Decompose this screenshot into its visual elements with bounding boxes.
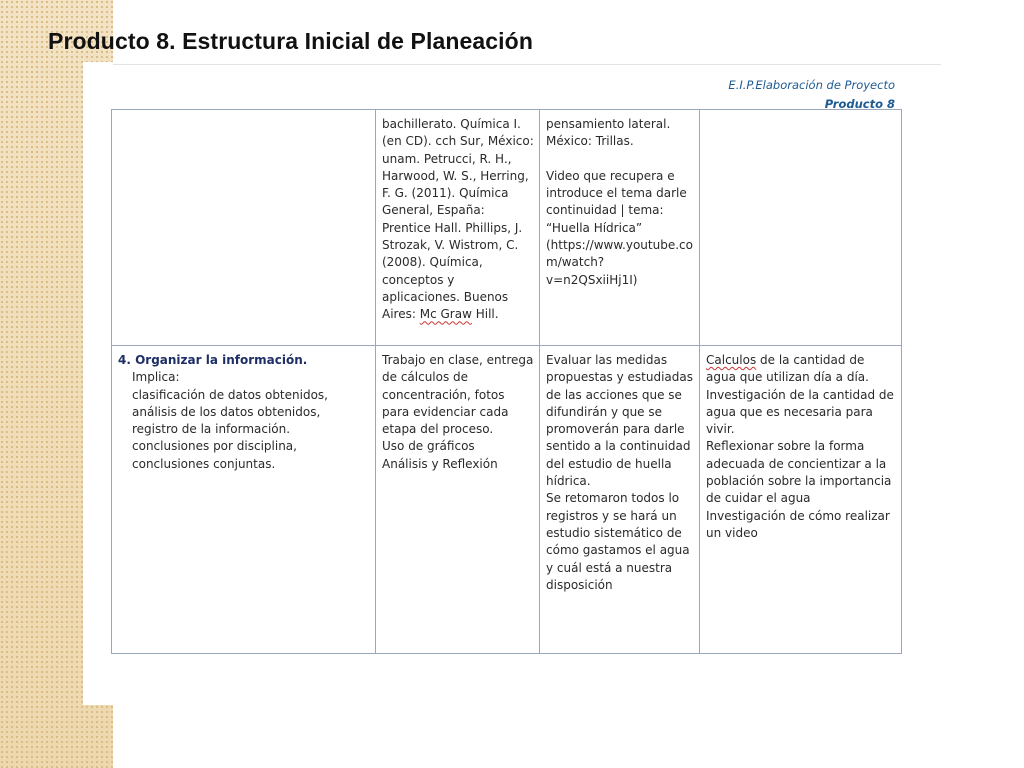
table-cell (376, 346, 540, 654)
table-row (112, 110, 902, 346)
table-row (112, 346, 902, 654)
references-text-end: Hill. (471, 307, 499, 322)
table-cell (700, 346, 902, 654)
resources-text: pensamiento lateral. México: Trillas. Video que recupera e introduce el tema darle continuidad | tema: “Huella Hídrica” (https://www.youtube.com/watch?v=n2QSxiiHj1I) (546, 117, 693, 287)
calculations-underlined: Calculos (706, 353, 757, 367)
evaluation-text: Evaluar las medidas propuestas y estudiadas de las acciones que se difundirán y que se promoverán para darle sentido a la continuidad del estudio de huella hídrica. Se retomaron todos lo registros y se hará un estudio sistemático de cómo gastamos el agua y cuál está a nuestra disposición (546, 353, 693, 592)
table-cell (112, 346, 376, 654)
table-cell (112, 110, 376, 346)
activities-text: Trabajo en clase, entrega de cálculos de concentración, fotos para evidenciar cada etapa del proceso. Uso de gráficos Análisis y Reflexión (382, 353, 534, 471)
document-header-product: Producto 8 (824, 97, 895, 111)
step-heading: 4. Organizar la información. (118, 353, 308, 367)
slide-title: Producto 8. Estructura Inicial de Planeación (48, 28, 533, 54)
products-text: de la cantidad de agua que utilizan día a día. Investigación de la cantidad de agua que es necesaria para vivir. Reflexionar sobre la forma adecuada de concientizar a la población sobre la importancia de cuidar el agua Investigación de cómo realizar un video (706, 353, 894, 540)
document-scan (83, 62, 941, 705)
document-header-project: E.I.P.Elaboración de Proyecto (728, 78, 895, 92)
table-cell (376, 110, 540, 346)
table-cell (540, 110, 700, 346)
step-description: Implica: clasificación de datos obtenidos, análisis de los datos obtenidos, registro de la información. conclusiones por disciplina, conclusiones conjuntas. (132, 370, 328, 471)
table-cell (540, 346, 700, 654)
references-text: bachillerato. Química I. (en CD). cch Sur, México: unam. Petrucci, R. H., Harwood, W. S., Herring, F. G. (2011). Química General, España: Prentice Hall. Phillips, J. Strozak, V. Wistrom, C. (2008). Química, conceptos y aplicaciones. Buenos Aires: (382, 117, 534, 322)
table-cell (700, 110, 902, 346)
header-divider (113, 64, 941, 65)
planning-table (111, 109, 902, 654)
references-publisher-underlined: Mc Graw (419, 307, 472, 322)
